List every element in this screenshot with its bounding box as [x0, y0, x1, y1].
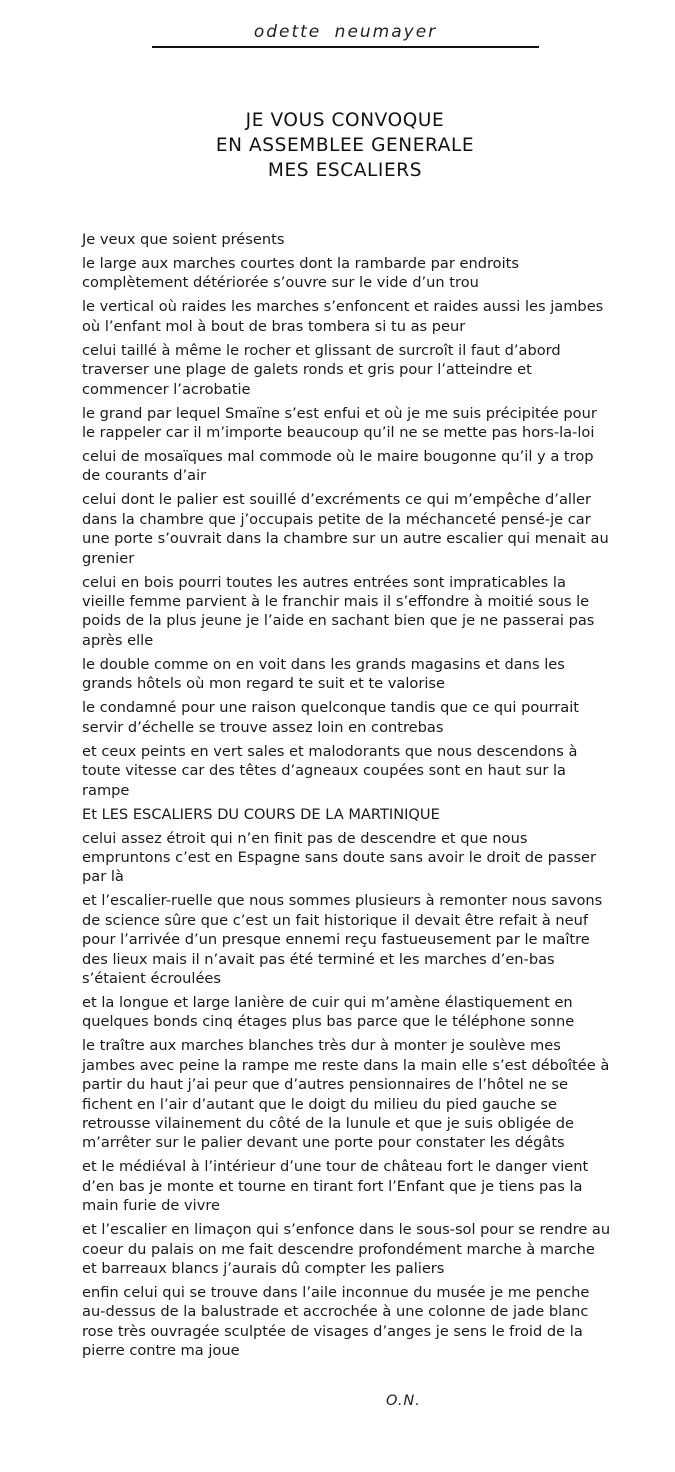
- poem-stanza: et l’escalier-ruelle que nous sommes plusieurs à remonter nous savons de science sûre que c’est un fait historique il devait être refait à neuf pour l’arrivée d’un presque ennemi reçu fastueusement par le maître des lieux mais il n’avait pas été terminé et les marches d’en-bas s’étaient écroulées: [82, 892, 603, 987]
- poem-stanza: le double comme on en voit dans les grands magasins et dans les grands hôtels où mon regard te suit et te valorise: [82, 655, 565, 693]
- poem-stanza: et la longue et large lanière de cuir qui m’amène élastiquement en quelques bonds cinq étages plus bas parce que le téléphone sonne: [82, 993, 575, 1031]
- poem-stanza: le traître aux marches blanches très dur à monter je soulève mes jambes avec peine la rampe me reste dans la main elle s’est déboîtée à partir du haut j’ai peur que d’autres pensionnaires de l’hôtel ne se fichent en l’air d’autant que le doigt du milieu du pied gauche se retrousse vilainement du côté de la lunule et que je suis obligée de m’arrêter sur le palier devant une porte pour constater les dégâts: [82, 1037, 610, 1152]
- title-line: JE VOUS CONVOQUE: [245, 110, 445, 131]
- poem-stanza: et le médiéval à l’intérieur d’une tour de château fort le danger vient d’en bas je monte et tourne en tirant fort l’Enfant que je tiens pas la main furie de vivre: [82, 1158, 589, 1215]
- signature: O.N.: [386, 1393, 421, 1409]
- poem-stanza: celui dont le palier est souillé d’excréments ce qui m’empêche d’aller dans la chambre que j’occupais petite de la méchanceté pensé-je car une porte s’ouvrait dans la chambre sur un autre escalier qui menait au grenier: [82, 491, 609, 567]
- poem-stanza: celui en bois pourri toutes les autres entrées sont impraticables la vieille femme parvient à le franchir mais il s’effondre à moitié sous le poids de la plus jeune je l’aide en sachant bien que je ne passerai pas après elle: [82, 573, 595, 649]
- author-name: odette neumayer: [253, 22, 438, 42]
- poem-stanza: celui assez étroit qui n’en finit pas de descendre et que nous empruntons c’est en Espagne sans doute sans avoir le droit de passer par là: [82, 829, 597, 886]
- poem-stanza: Et LES ESCALIERS DU COURS DE LA MARTINIQUE: [82, 805, 440, 823]
- poem-stanza: le vertical où raides les marches s’enfoncent et raides aussi les jambes où l’enfant mol à bout de bras tombera si tu as peur: [82, 298, 604, 335]
- poem-stanza: celui taillé à même le rocher et glissant de surcroît il faut d’abord traverser une plage de galets ronds et gris pour l’atteindre et commencer l’acrobatie: [82, 341, 561, 398]
- poem-stanza: le condamné pour une raison quelconque tandis que ce qui pourrait servir d’échelle se trouve assez loin en contrebas: [82, 699, 580, 736]
- title-line: MES ESCALIERS: [267, 160, 423, 181]
- poem-title: [0, 108, 675, 183]
- poem-stanza: celui de mosaïques mal commode où le maire bougonne qu’il y a trop de courants d’air: [82, 448, 594, 485]
- poem-stanza: le grand par lequel Smaïne s’est enfui et où je me suis précipitée pour le rappeler car il m’importe beaucoup qu’il ne se mette pas hors-la-loi: [82, 404, 597, 442]
- poem-stanza: et ceux peints en vert sales et malodorants que nous descendons à toute vitesse car des têtes d’agneaux coupées sont en haut sur la rampe: [82, 742, 578, 799]
- header-divider: [152, 46, 539, 48]
- poem-stanza: Je veux que soient présents: [82, 231, 285, 248]
- title-line: EN ASSEMBLEE GENERALE: [215, 135, 475, 156]
- poem-stanza: enfin celui qui se trouve dans l’aile inconnue du musée je me penche au-dessus de la balustrade et accrochée à une colonne de jade blanc rose très ouvragée sculptée de visages d’anges je sens le froid de la pierre contre ma joue: [82, 1284, 590, 1360]
- poem-stanza: et l’escalier en limaçon qui s’enfonce dans le sous-sol pour se rendre au coeur du palais on me fait descendre profondément marche à marche et barreaux blancs j’aurais dû compter les paliers: [82, 1221, 611, 1277]
- poem-body: [82, 230, 612, 1365]
- poem-stanza: le large aux marches courtes dont la rambarde par endroits complètement détériorée s’ouvre sur le vide d’un trou: [82, 255, 519, 292]
